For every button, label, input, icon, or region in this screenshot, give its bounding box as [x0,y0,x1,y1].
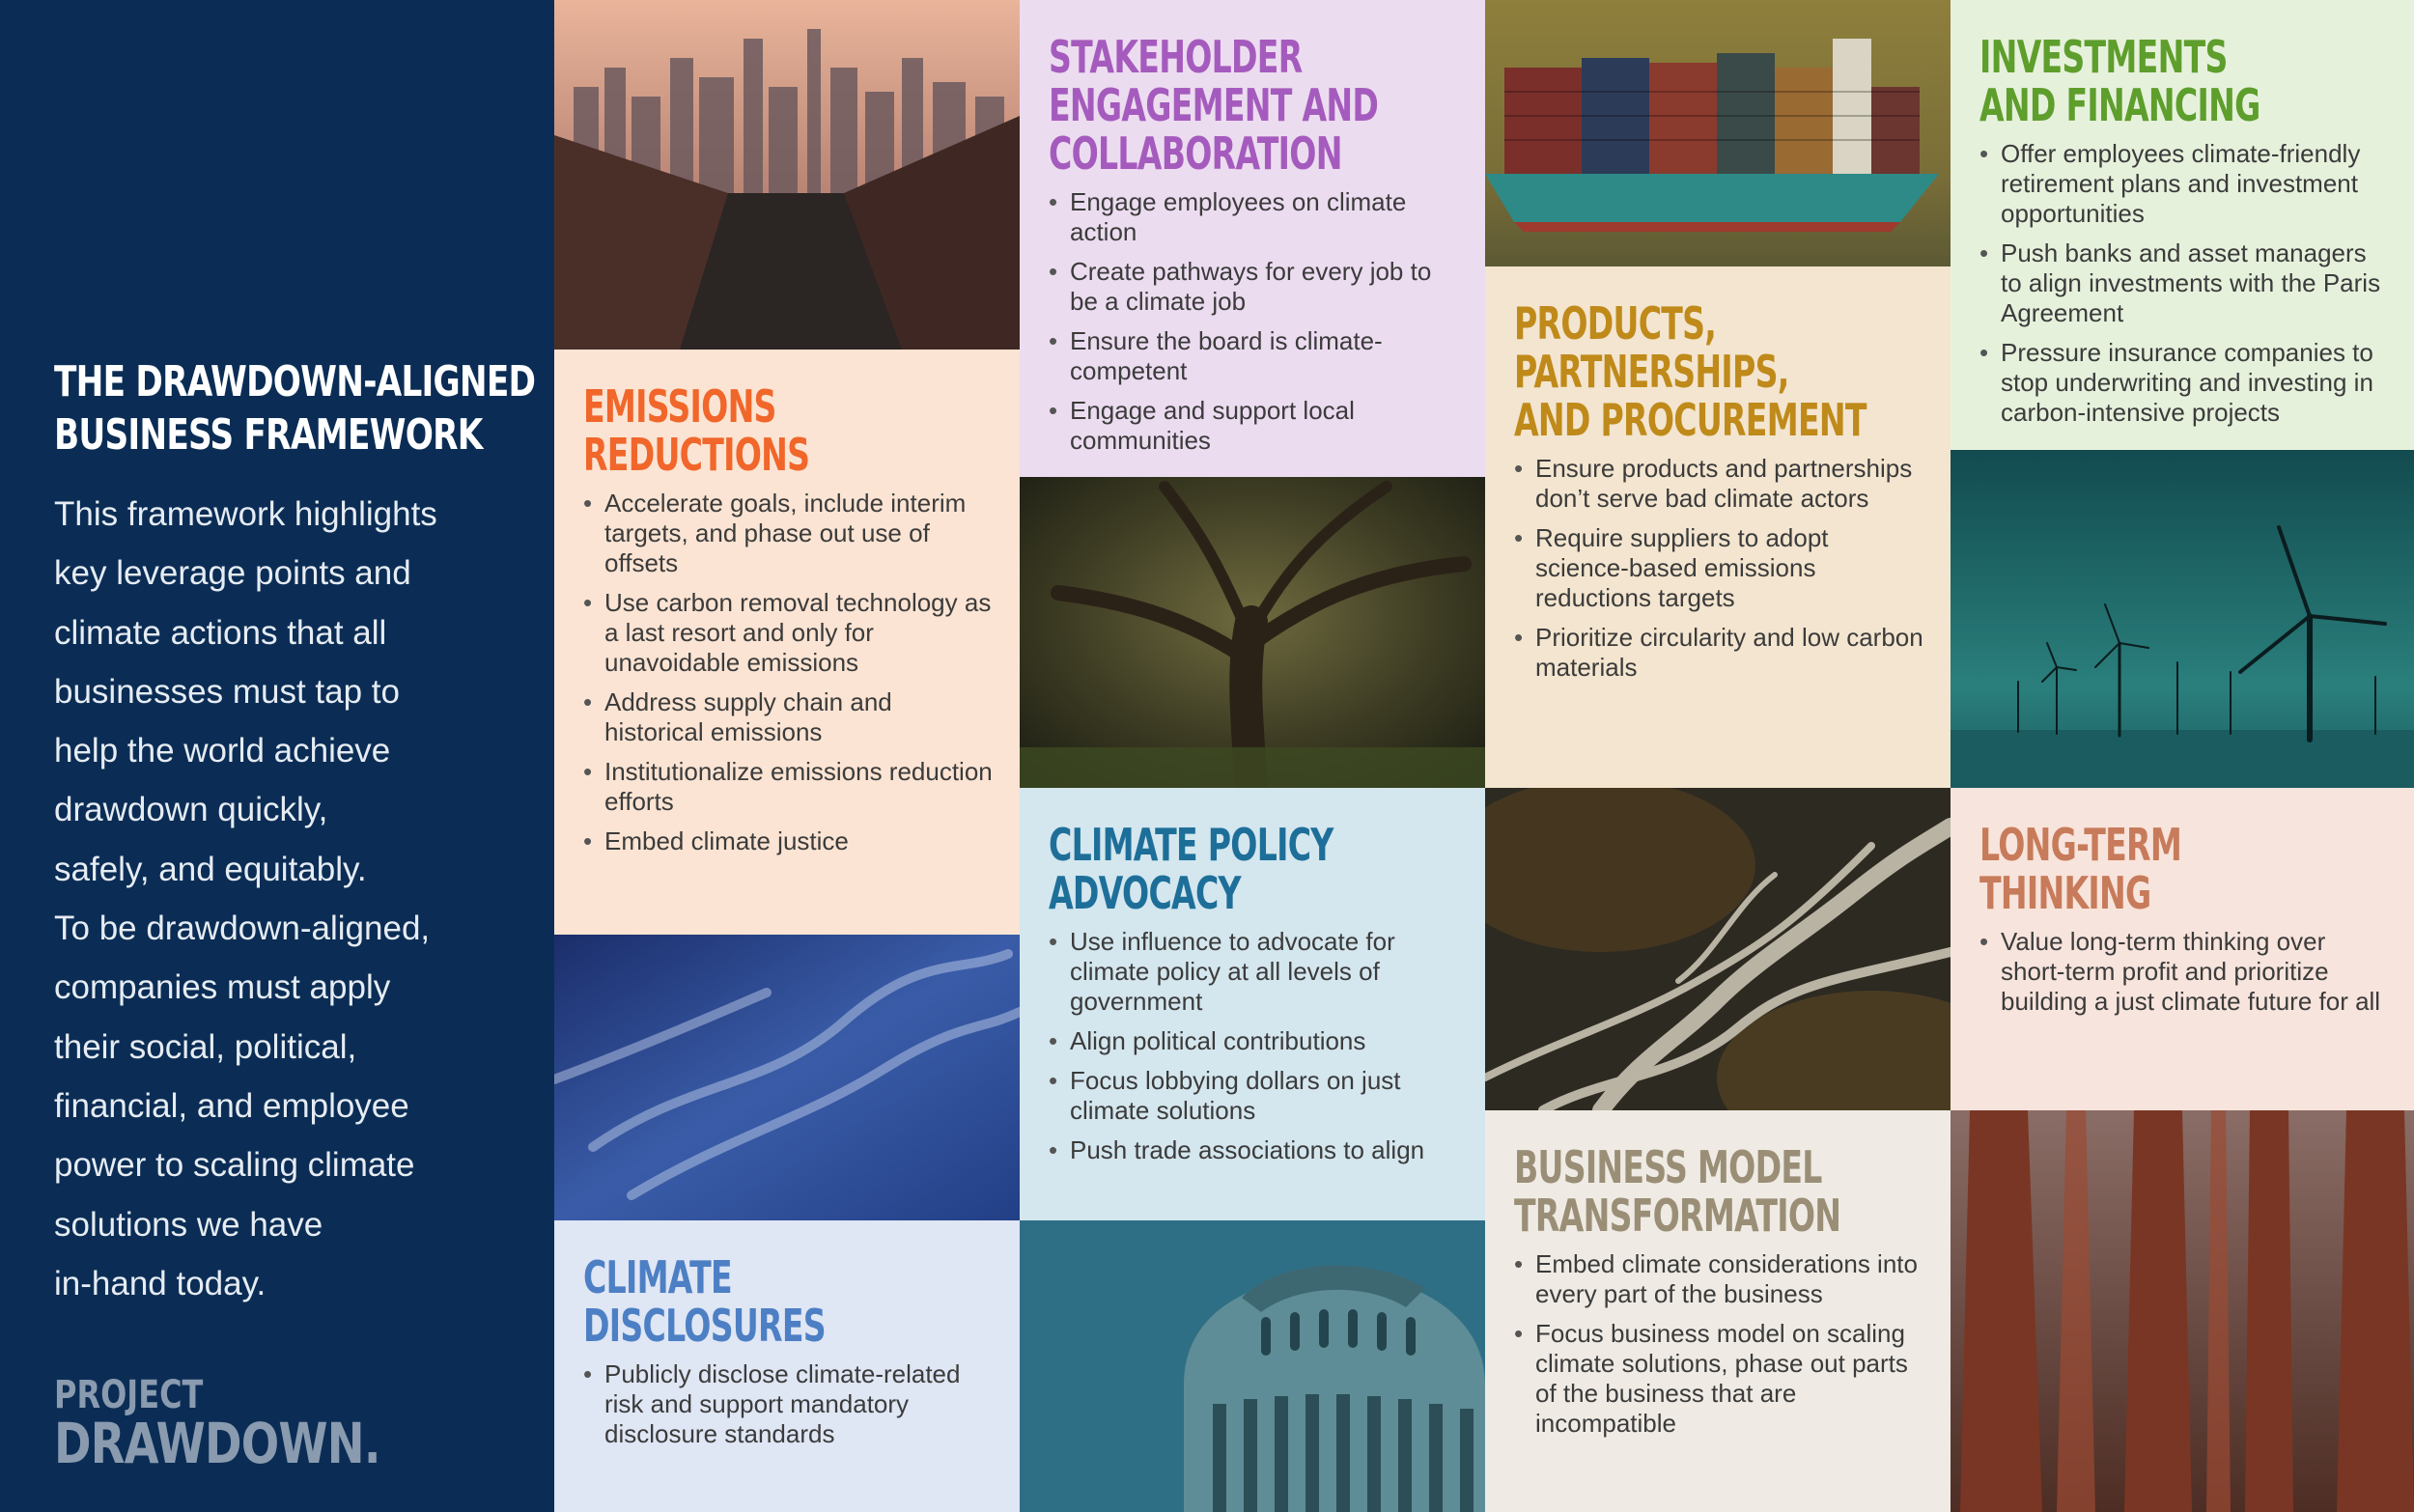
climate-policy-advocacy-title [1049,821,1343,917]
list-item: • Focus lobbying dollars on just climate solutions [1049,1066,1458,1126]
river-delta-photo [1485,788,1951,1110]
stakeholder-engagement-title [1049,31,1379,180]
list-item: • Engage employees on climate action [1049,187,1458,247]
long-term-thinking-list [1979,927,2387,1017]
title-line: PARTNERSHIPS, [1514,346,1789,398]
climate-disclosures-title [583,1253,878,1350]
business-model-card [1485,1110,1951,1512]
cargo-ship-photo [1485,0,1951,266]
sky-clouds-photo [554,935,1020,1220]
intro-line: help the world achieve [54,732,391,770]
intro-line: companies must apply [54,968,391,1007]
sidebar [0,0,554,1512]
list-item: • Use carbon removal technology as a last resort and only for unavoidable emissions [583,588,993,678]
list-item: • Offer employees climate-friendly retirement plans and investment opportunities [1979,139,2387,229]
list-item: • Embed climate justice [583,826,993,856]
list-item: • Engage and support local communities [1049,396,1458,456]
capitol-dome-photo [1020,1220,1485,1512]
long-term-thinking-title [1979,821,2273,917]
list-item: • Focus business model on scaling climate solutions, phase out parts of the business that are incompatible [1514,1319,1923,1439]
title-line: PRODUCTS, [1514,297,1717,350]
page-title-line-1: THE DRAWDOWN-ALIGNED [54,357,536,406]
list-item: • Align political contributions [1049,1026,1458,1056]
title-line: COLLABORATION [1049,127,1342,180]
list-item: • Push trade associations to align [1049,1135,1458,1165]
list-item: • Accelerate goals, include interim targets, and phase out use of offsets [583,489,993,578]
city-street-photo [554,0,1020,350]
intro-line: financial, and employee [54,1086,409,1125]
products-partnerships-list [1514,454,1923,683]
investments-financing-list [1979,139,2387,428]
climate-policy-advocacy-list [1049,927,1458,1165]
title-line: TRANSFORMATION [1514,1190,1841,1242]
products-partnerships-card [1485,266,1951,788]
emissions-reductions-list [583,489,993,856]
climate-disclosures-card [554,1220,1020,1512]
business-model-title [1514,1141,1841,1242]
title-line: AND FINANCING [1979,79,2260,131]
title-line: DISCLOSURES [583,1300,826,1352]
intro-text [54,485,508,1313]
title-line: AND PROCUREMENT [1514,394,1867,446]
redwood-trees-photo [1951,1110,2414,1512]
intro-line: their social, political, [54,1027,357,1066]
list-item: • Pressure insurance companies to stop underwriting and investing in carbon-intensive projects [1979,338,2387,428]
list-item: • Embed climate considerations into every part of the business [1514,1249,1923,1309]
list-item: • Institutionalize emissions reduction efforts [583,757,993,817]
list-item: • Create pathways for every job to be a climate job [1049,257,1458,317]
climate-policy-advocacy-card [1020,788,1485,1220]
emissions-reductions-title [583,382,878,479]
title-line: LONG-TERM [1979,819,2182,871]
logo-line-1: PROJECT [54,1373,204,1417]
wind-turbines-photo [1951,450,2414,788]
page-title [54,355,536,462]
intro-line: power to scaling climate [54,1146,415,1185]
list-item: • Publicly disclose climate-related risk and support mandatory disclosure standards [583,1359,993,1449]
investments-financing-title [1979,33,2273,129]
intro-line: solutions we have [54,1205,323,1244]
products-partnerships-title [1514,297,1867,446]
page-title-line-2: BUSINESS FRAMEWORK [54,410,483,460]
list-item: • Use influence to advocate for climate policy at all levels of government [1049,927,1458,1017]
title-line: CLIMATE [583,1251,732,1303]
title-line: THINKING [1979,867,2151,919]
tree-forest-photo [1020,477,1485,788]
list-item: • Ensure the board is climate-competent [1049,326,1458,386]
intro-line: safely, and equitably. [54,850,367,888]
intro-line: key leverage points and [54,554,411,593]
list-item: • Prioritize circularity and low carbon materials [1514,623,1923,683]
list-item: • Require suppliers to adopt science-based emissions reductions targets [1514,523,1923,613]
emissions-reductions-card [554,350,1020,935]
title-line: REDUCTIONS [583,429,810,481]
list-item: • Address supply chain and historical emissions [583,687,993,747]
title-line: ENGAGEMENT AND [1049,79,1379,131]
title-line: CLIMATE POLICY [1049,819,1333,871]
title-line: INVESTMENTS [1979,31,2228,83]
stakeholder-engagement-card [1020,0,1485,477]
intro-line: To be drawdown-aligned, [54,910,431,948]
long-term-thinking-card [1951,788,2414,1110]
intro-line: businesses must tap to [54,672,400,711]
business-model-list [1514,1249,1923,1439]
title-line: ADVOCACY [1049,867,1241,919]
title-line: EMISSIONS [583,380,776,433]
intro-line: drawdown quickly, [54,791,328,829]
list-item: • Ensure products and partnerships don’t serve bad climate actors [1514,454,1923,514]
intro-line: This framework highlights [54,495,437,533]
list-item: • Push banks and asset managers to align investments with the Paris Agreement [1979,238,2387,328]
project-drawdown-logo [54,1373,380,1476]
intro-line: in-hand today. [54,1264,267,1302]
list-item: • Value long-term thinking over short-term profit and prioritize building a just climate future for all [1979,927,2387,1017]
title-line: STAKEHOLDER [1049,31,1303,83]
climate-disclosures-list [583,1359,993,1449]
investments-financing-card [1951,0,2414,450]
intro-line: climate actions that all [54,613,387,652]
title-line: BUSINESS MODEL [1514,1141,1822,1193]
stakeholder-engagement-list [1049,187,1458,456]
logo-line-2: DRAWDOWN. [54,1411,380,1476]
